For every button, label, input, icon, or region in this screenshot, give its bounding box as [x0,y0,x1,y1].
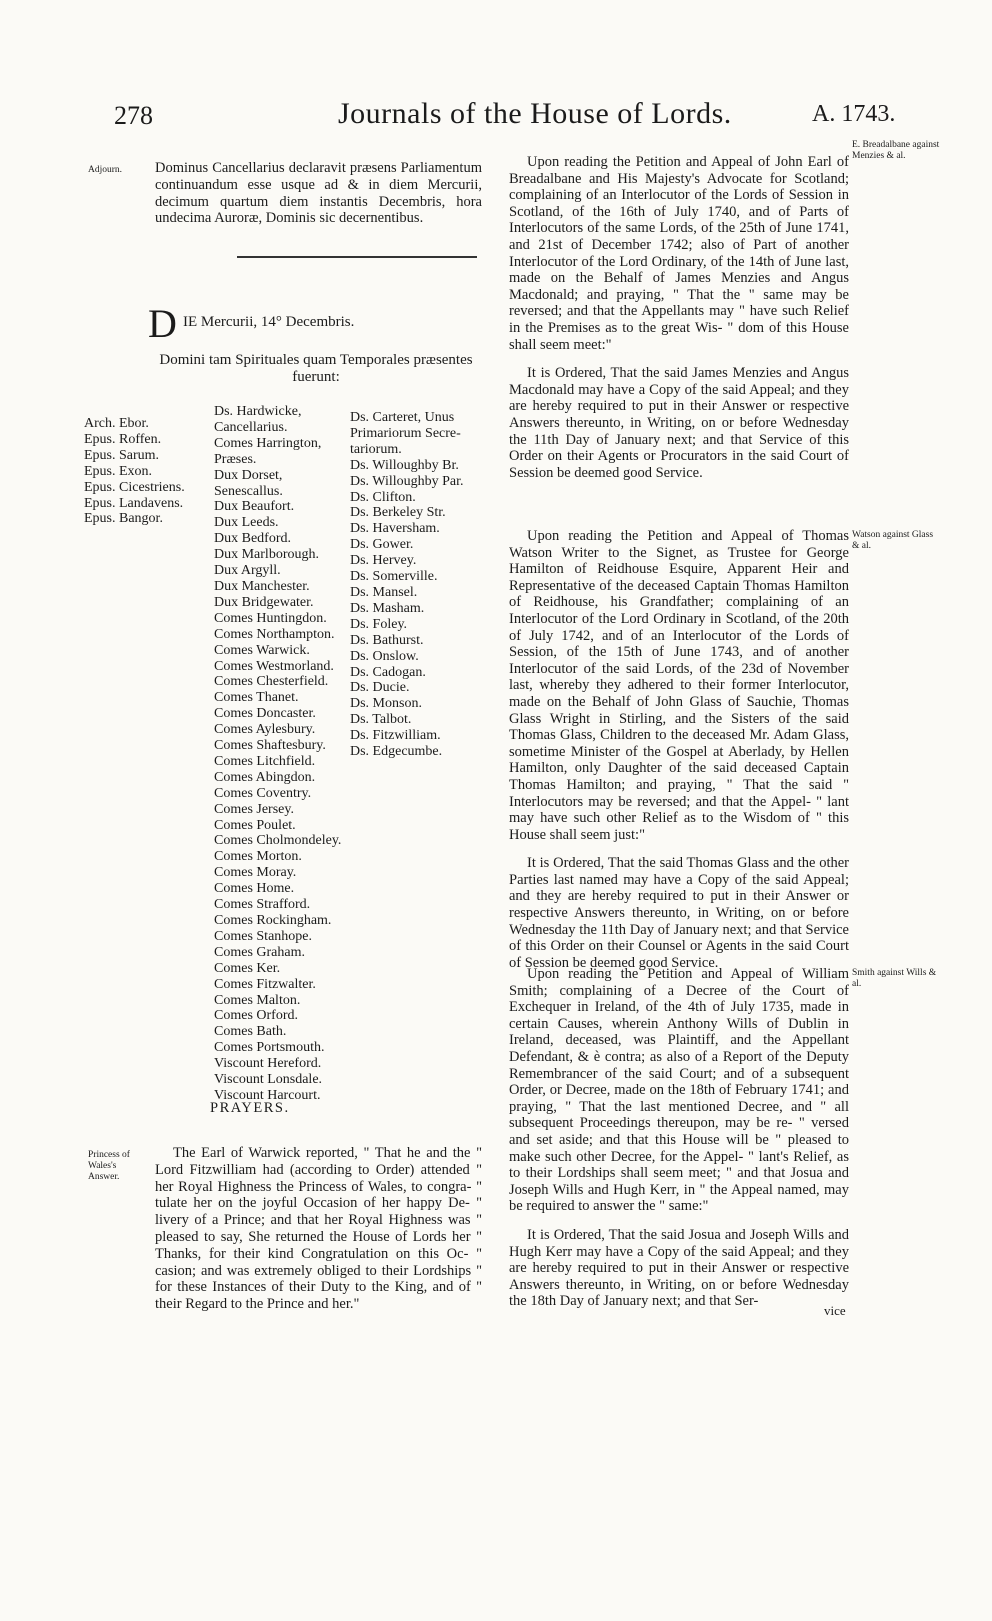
margin-note-adjourn: Adjourn. [88,165,123,175]
page-year: A. 1743. [812,101,896,127]
lord-entry: Ds. Masham. [350,600,425,616]
section-divider [237,256,477,258]
lord-entry: Præses. [214,451,257,467]
lord-entry: Senescallus. [214,483,283,499]
lord-entry: Dux Argyll. [214,563,281,579]
warwick-report [155,1145,482,1325]
lord-entry: Comes Litchfield. [214,753,316,769]
lord-entry: Comes Warwick. [214,642,310,658]
adjournment-paragraph: Dominus Cancellarius declaravit præsens Parliamentum continuandum esse usque ad & in diem Mercurii, decimum quartum diem instantis Decembris, hora undecima Auroræ, Dominis sic decernentibus. [155,160,482,227]
lord-entry: Dux Beaufort. [214,499,295,515]
lord-entry: Comes Shaftesbury. [214,738,326,754]
lord-entry: Comes Northampton. [214,626,335,642]
lord-entry: Epus. Sarum. [84,447,160,463]
smith-section [509,966,849,1322]
lord-entry: Ds. Ducie. [350,680,410,696]
watson-petition: Upon reading the Petition and Appeal of Thomas Watson Writer to the Signet, as Trustee for George Hamilton of Reidhouse Esquire, Apparent Heir and Representative of the deceased Captain Thomas Hamilton of Reidhouse, his Grandfather; complaining of an Interlocutor of the Lord Ordinary in Scotland, of the 20th of July 1742, and of an Interlocutor of the Lords of Session, of the 15th of June 1743, and of another Interlocutor of the said Lords, of the 23d of November last, whereby they adhered to their former Interlocutor, made on the Behalf of John Glass of Sauchie, Thomas Glass Wright in Stirling, and the Sisters of the said Thomas Glass, Children to the deceased Mr. Adam Glass, sometime Minister of the Gospel at Aberlady, by Hellen Hamilton, only Daughter of the said deceased Captain Thomas Hamilton; and praying, " That the said " Interlocutors may be reversed; and that the Appel- " lant may have such other Relief as to the Wisdom of " this House shall seem just:" [509,528,849,843]
lord-entry: Viscount Harcourt. [214,1087,321,1103]
lord-entry: Ds. Bathurst. [350,632,424,648]
smith-petition: Upon reading the Petition and Appeal of William Smith; complaining of a Decree of the Court of Exchequer in Ireland, of the 4th of July 1735, made in certain Causes, wherein Anthony Wills of Dublin in Ireland, deceased, was Plaintiff, and the Appellant Defendant, & è contra; as also of a Report of the Deputy Remembrancer of the said Court; and of a subsequent Order, or Decree, made on the 18th of February 1741; and praying, " That the last mentioned Decree, and " all subsequent Proceedings thereupon, may be re- " versed and set aside; and that this House will be " pleased to make such other Decree, for the Appel- " lant's Relief, as to their Lordships shall seem meet; " and that Josua and Joseph Wills and Hugh Kerr, in " the Appeal named, may be required to answer the " same:" [509,966,849,1215]
lord-entry: Comes Malton. [214,992,301,1008]
lord-entry: Comes Stanhope. [214,928,312,944]
lord-entry: Dux Dorset, [214,467,283,483]
margin-note-watson: Watson against Glass & al. [852,530,934,551]
lord-entry: Ds. Foley. [350,616,408,632]
breadalbane-section [509,154,849,493]
lord-entry: Dux Bridgewater. [214,594,314,610]
warwick-report-text: The Earl of Warwick reported, " That he and the " Lord Fitzwilliam had (according to Order) attended " her Royal Highness the Princess of Wales, to congra- " tulate her on the joyful Occasion of her happy De- " livery of a Prince; and that her Royal Highness was " pleased to say, She returned the House of Lords her " Thanks, for their kind Congratulation on this Oc- " casion; and was extremely obliged to their Lordships " for these Instances of their Duty to the King, and of " their Regard to the Prince and her." [155,1145,482,1313]
smith-order: It is Ordered, That the said Josua and Joseph Wills and Hugh Kerr may have a Copy of the said Appeal; and they are hereby required to put in their Answer or respective Answers thereunto, in Writing, on or before Wednesday the 18th Day of January next; and that Ser- [509,1226,849,1310]
lord-entry: Ds. Monson. [350,696,422,712]
lord-entry: Comes Abingdon. [214,769,316,785]
lord-entry: tariorum. [350,441,402,457]
watson-order: It is Ordered, That the said Thomas Glass and the other Parties last named may have a Copy of the said Appeal; and they are hereby required to put in their Answer or respective Answers thereunto, in Writing, on or before Wednesday the 11th Day of January next; and that Service of this Order on their Counsel or Agents in the said Court of Session be deemed good Service. [509,855,849,971]
catchword: vice [824,1303,846,1318]
journal-title: Journals of the House of Lords. [338,97,732,130]
lord-entry: Comes Home. [214,881,295,897]
lord-entry: Ds. Fitzwilliam. [350,728,441,744]
watson-section [509,528,849,983]
lord-entry: Comes Cholmondeley. [214,833,342,849]
breadalbane-petition: Upon reading the Petition and Appeal of John Earl of Breadalbane and His Majesty's Advocate for Scotland; complaining of an Interlocutor of the Lords of Session in Scotland, of the 16th of July 1740, and of Parts of Interlocutors of the same Lords, of the 25th of June 1741, and 21st of December 1742; also of Part of another Interlocutor of the Lord Ordinary, of the 14th of June last, made on the Behalf of James Menzies and Angus Macdonald; and praying, " That the " same may be reversed; and that the Appellants may " have such Relief in the Premises as to the great Wis- " dom of this House shall seem meet:" [509,154,849,353]
lord-entry: Comes Chesterfield. [214,674,329,690]
lord-entry: Ds. Carteret, Unus [350,410,455,425]
lord-entry: Epus. Roffen. [84,431,162,447]
lords-spiritual-list [84,416,185,527]
lord-entry: Comes Graham. [214,944,305,960]
lord-entry: Epus. Cicestriens. [84,479,185,495]
lord-entry: Ds. Talbot. [350,712,412,728]
lord-entry: Comes Thanet. [214,690,299,706]
lord-entry: Comes Rockingham. [214,913,332,928]
page-number: 278 [114,101,153,130]
lord-entry: Epus. Exon. [84,463,153,479]
lord-entry: Cancellarius. [214,419,288,435]
lord-entry: Comes Coventry. [214,785,312,801]
lord-entry: Comes Bath. [214,1024,287,1040]
lord-entry: Comes Doncaster. [214,706,316,722]
lord-entry: Comes Jersey. [214,801,294,817]
lord-entry: Arch. Ebor. [84,416,149,431]
lord-entry: Comes Fitzwalter. [214,976,316,992]
lord-entry: Comes Poulet. [214,817,296,833]
lord-entry: Comes Morton. [214,849,302,865]
lord-entry: Comes Moray. [214,865,297,881]
lord-entry: Epus. Bangor. [84,511,163,527]
lord-entry: Ds. Somerville. [350,569,438,585]
margin-note-breadalbane: E. Breadalbane against Menzies & al. [852,140,940,161]
lord-entry: Ds. Hervey. [350,553,417,569]
margin-note-princess: Princess of Wales's Answer. [88,1150,130,1182]
lord-entry: Comes Harrington, [214,435,322,451]
lord-entry: Primariorum Secre- [350,425,461,441]
attendance-heading: Domini tam Spirituales quam Temporales præsentes fuerunt: [159,352,473,385]
lord-entry: Comes Aylesbury. [214,722,316,738]
lord-entry: Ds. Berkeley Str. [350,505,446,521]
lord-entry: Dux Marlborough. [214,547,319,563]
lord-entry: Comes Strafford. [214,897,311,913]
lord-entry: Viscount Lonsdale. [214,1072,323,1088]
lord-entry: Comes Huntingdon. [214,610,327,626]
margin-note-smith: Smith against Wills & al. [852,968,937,989]
lord-entry: Ds. Clifton. [350,489,416,505]
lord-entry: Ds. Willoughby Br. [350,457,459,473]
lord-entry: Ds. Willoughby Par. [350,473,464,489]
breadalbane-order: It is Ordered, That the said James Menzies and Angus Macdonald may have a Copy of the said Appeal; and they are hereby required to put in their Answer or respective Answers thereunto, in Writing, on or before Wednesday the 11th Day of January next; and that Service of this Order on their Agents or Procurators in the said Court of Session be deemed good Service. [509,365,849,481]
lords-temporal-list [214,404,341,1104]
drop-cap: D [148,301,177,346]
lord-entry: Comes Westmorland. [214,658,334,674]
lord-entry: Dux Manchester. [214,578,310,594]
lord-entry: Ds. Hardwicke, [214,404,302,419]
lord-entry: Ds. Edgecumbe. [350,744,443,760]
lord-entry: Comes Portsmouth. [214,1040,325,1056]
lord-entry: Dux Leeds. [214,515,279,531]
lord-entry: Epus. Landavens. [84,495,184,511]
session-date: IE Mercurii, 14° Decembris. [183,314,355,330]
lord-entry: Ds. Gower. [350,537,414,553]
lord-entry: Ds. Onslow. [350,648,419,664]
lord-entry: Dux Bedford. [214,531,291,547]
prayers-heading: PRAYERS. [210,1100,290,1116]
lord-entry: Ds. Cadogan. [350,664,426,680]
lord-entry: Comes Ker. [214,960,281,976]
lord-entry: Viscount Hereford. [214,1056,322,1072]
barons-list [350,410,464,760]
lord-entry: Ds. Mansel. [350,584,418,600]
lord-entry: Comes Orford. [214,1008,298,1024]
lord-entry: Ds. Haversham. [350,521,440,537]
